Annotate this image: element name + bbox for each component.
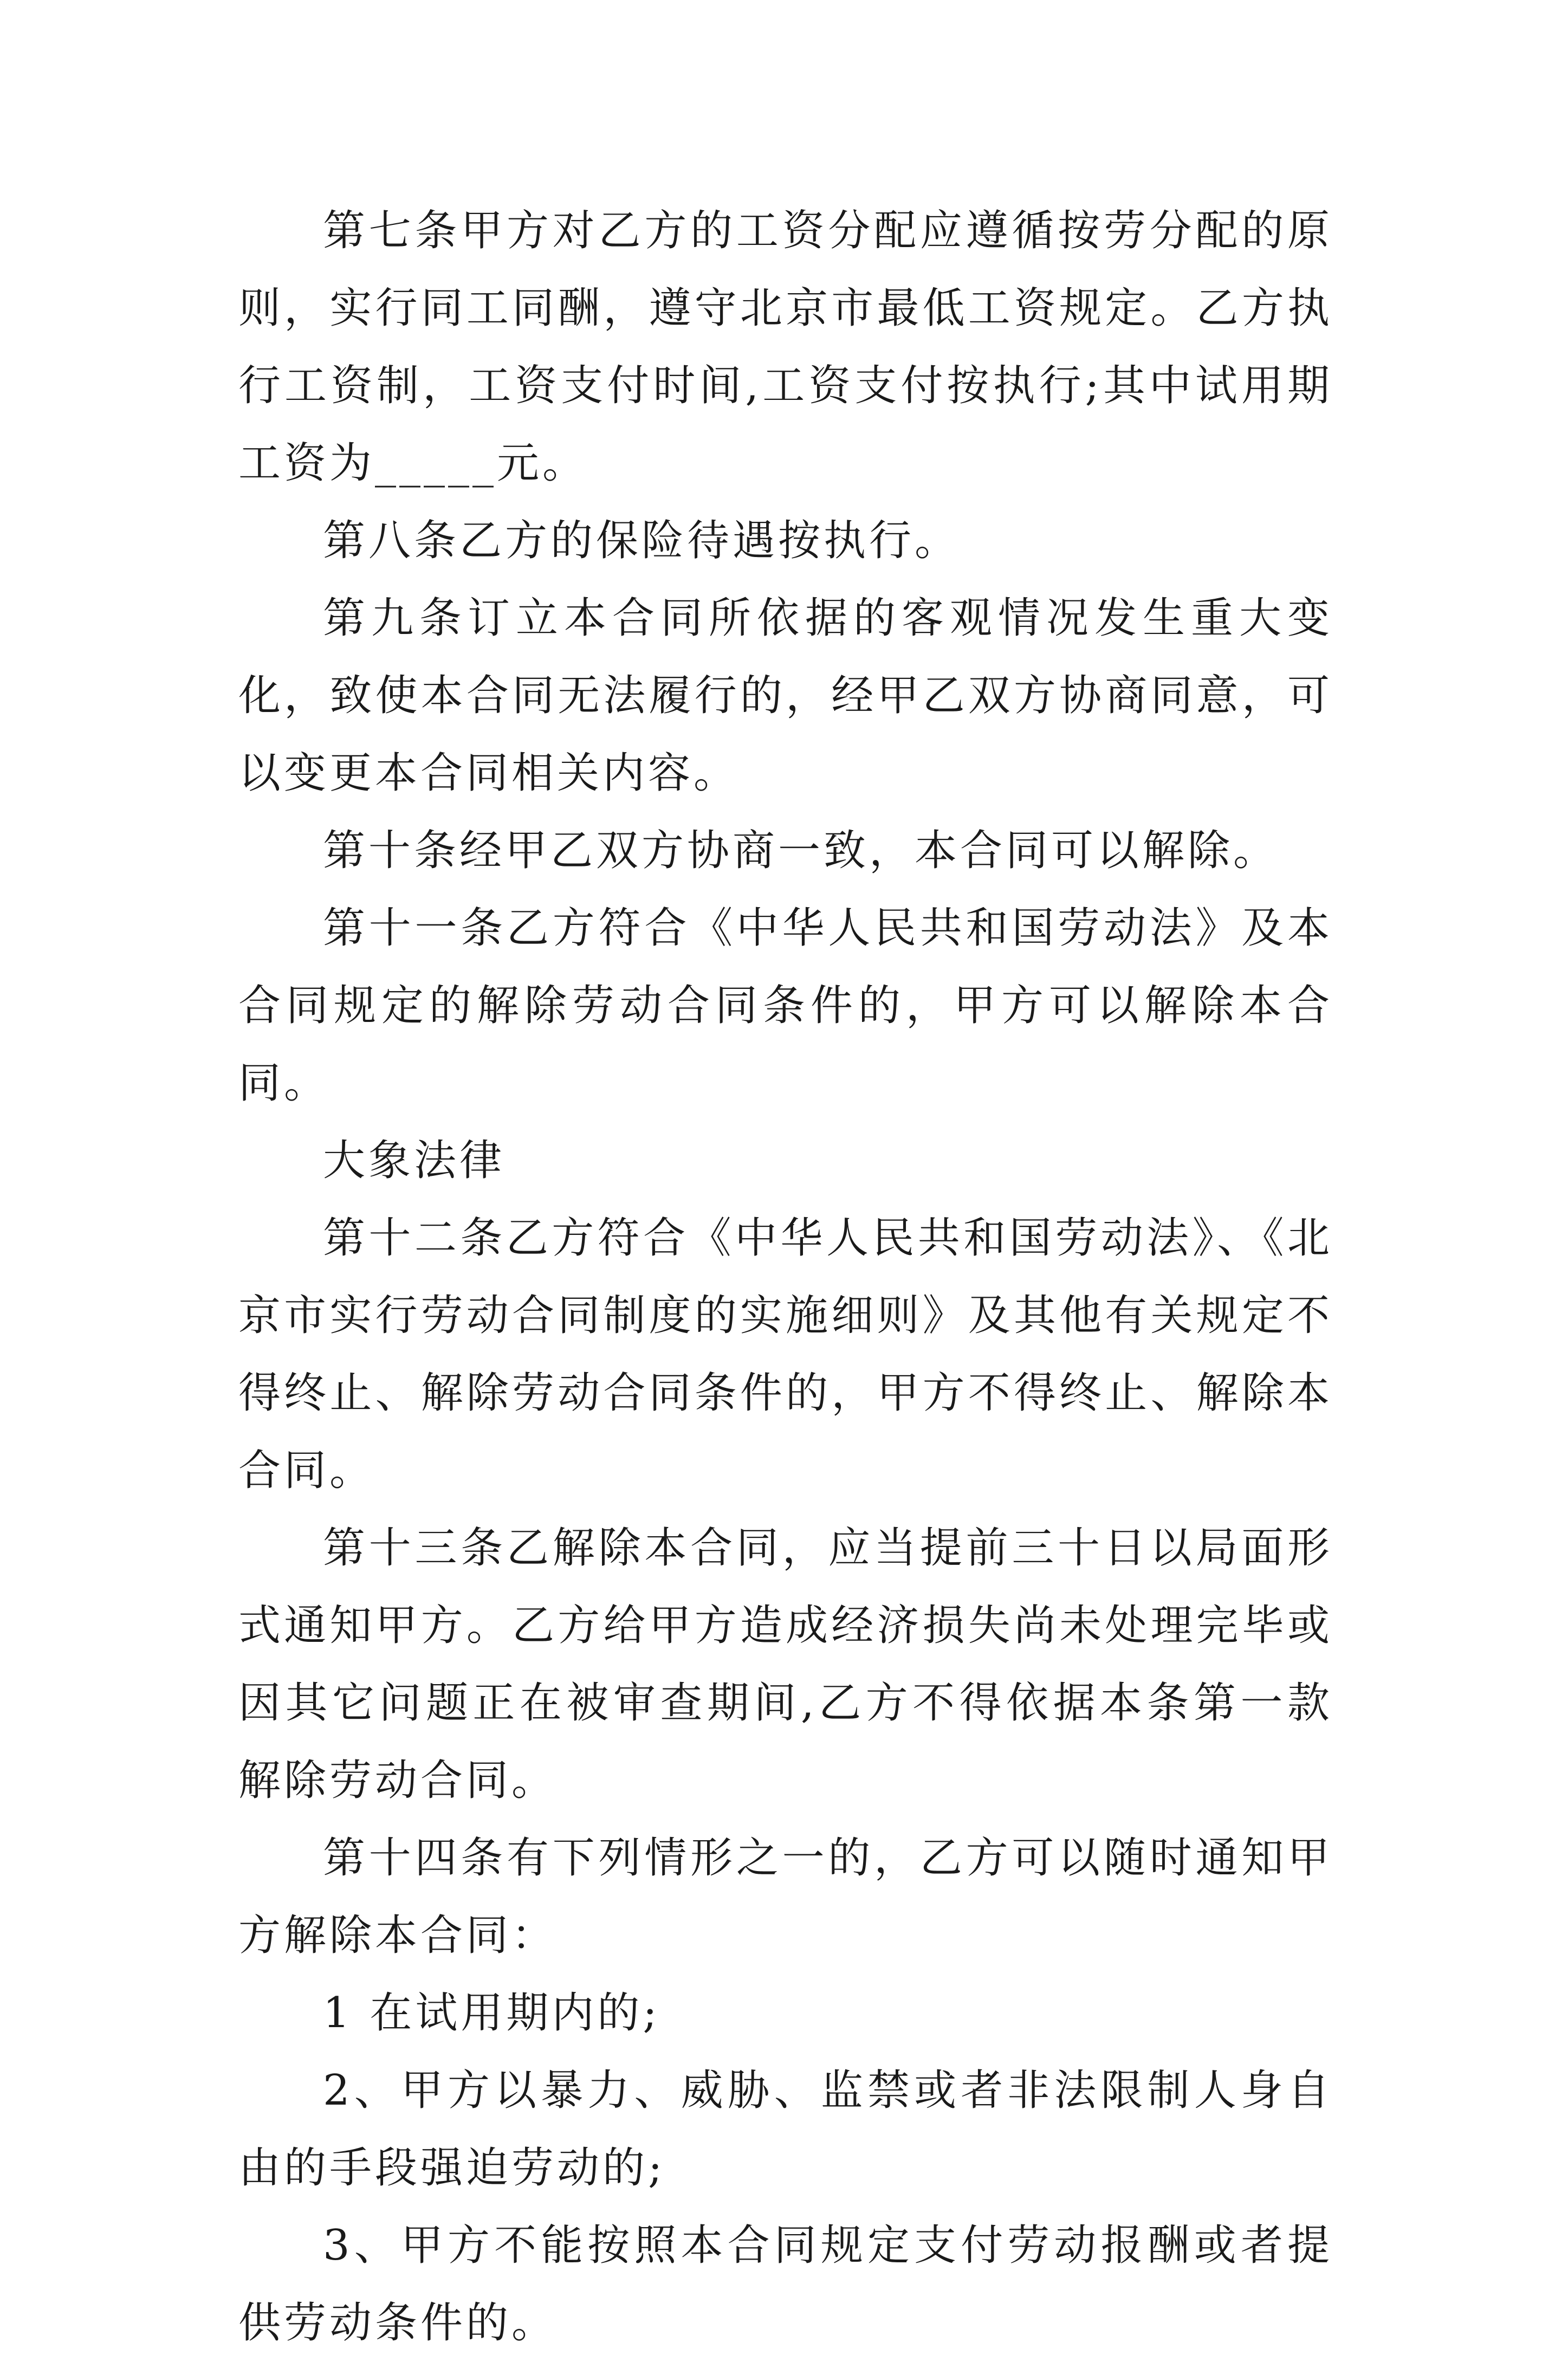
paragraph-article-9: 第九条订立本合同所依据的客观情况发生重大变化，致使本合同无法履行的，经甲乙双方协商同意，可以变更本合同相关内容。: [238, 594, 1333, 798]
paragraph-article-12: 第十二条乙方符合《中华人民共和国劳动法》、《北京市实行劳动合同制度的实施细则》及其他有关规定不得终止、解除劳动合同条件的，甲方不得终止、解除本合同。: [238, 1214, 1333, 1495]
list-item-2: 2、甲方以暴力、威胁、监禁或者非法限制人身自由的手段强迫劳动的;: [238, 2066, 1333, 2192]
list-item-3: 3、甲方不能按照本合同规定支付劳动报酬或者提供劳动条件的。: [238, 2221, 1333, 2347]
paragraph-article-7: 第七条甲方对乙方的工资分配应遵循按劳分配的原则，实行同工同酬，遵守北京市最低工资规定。乙方执行工资制，工资支付时间,工资支付按执行;其中试用期工资为_____元。: [238, 206, 1333, 488]
paragraph-article-14: 第十四条有下列情形之一的，乙方可以随时通知甲方解除本合同：: [238, 1834, 1333, 1960]
paragraph-article-8: 第八条乙方的保险待遇按执行。: [323, 516, 961, 565]
paragraph-note: 大象法律: [323, 1136, 506, 1185]
list-item-1: 1 在试用期内的;: [323, 1989, 660, 2037]
paragraph-article-13: 第十三条乙解除本合同，应当提前三十日以局面形式通知甲方。乙方给甲方造成经济损失尚未处理完毕或因其它问题正在被审查期间,乙方不得依据本条第一款解除劳动合同。: [238, 1524, 1333, 1805]
paragraph-article-11: 第十一条乙方符合《中华人民共和国劳动法》及本合同规定的解除劳动合同条件的，甲方可以解除本合同。: [238, 904, 1333, 1108]
contract-body: [238, 192, 1333, 2362]
paragraph-article-10: 第十条经甲乙双方协商一致，本合同可以解除。: [323, 826, 1279, 875]
